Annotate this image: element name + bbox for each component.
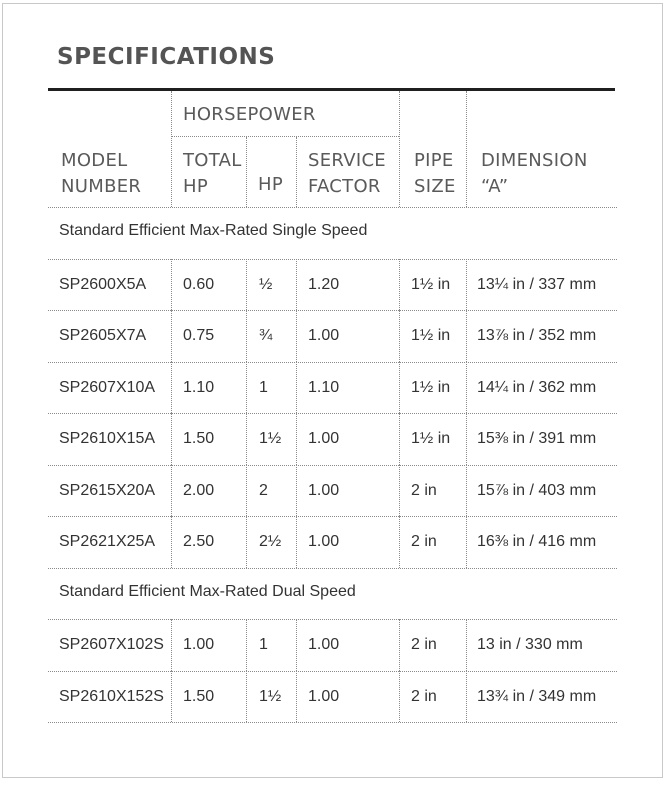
cell-model: SP2621X25A <box>59 533 156 550</box>
row-divider <box>48 516 617 517</box>
cell-model: SP2615X20A <box>59 481 156 499</box>
cell-dimension: 15⅞ in / 403 mm <box>477 481 597 499</box>
column-divider <box>246 310 247 362</box>
header-hp: HP <box>258 174 283 195</box>
column-divider <box>466 465 467 517</box>
section-title: Standard Efficient Max-Rated Dual Speed <box>59 582 356 600</box>
column-divider <box>246 619 247 671</box>
cell-total-hp: 0.60 <box>183 275 215 293</box>
column-divider <box>246 671 247 723</box>
column-divider <box>466 310 467 362</box>
header-model-number-text: MODEL NUMBER <box>61 150 142 197</box>
header-rule <box>48 88 615 91</box>
cell-pipe-size: 2 in <box>411 687 437 705</box>
header-dimension-text: DIMENSION “A” <box>481 150 588 197</box>
column-divider <box>399 516 400 568</box>
header-dimension <box>481 148 601 200</box>
column-divider <box>296 465 297 517</box>
column-divider <box>466 671 467 723</box>
cell-model: SP2610X15A <box>59 430 156 447</box>
header-pipe-size-text: PIPE SIZE <box>414 150 456 197</box>
cell-total-hp: 1.10 <box>183 378 215 396</box>
column-divider <box>246 465 247 517</box>
column-divider <box>296 413 297 465</box>
cell-service-factor: 1.00 <box>308 533 340 550</box>
column-divider <box>466 619 467 671</box>
cell-total-hp: 1.50 <box>183 687 215 705</box>
column-divider <box>171 259 172 311</box>
cell-service-factor: 1.20 <box>308 275 340 293</box>
cell-dimension: 13⅞ in / 352 mm <box>477 327 597 344</box>
column-divider <box>296 310 297 362</box>
cell-hp: 1½ <box>259 687 282 705</box>
column-divider <box>246 362 247 414</box>
cell-total-hp: 2.00 <box>183 481 215 499</box>
cell-dimension: 13¼ in / 337 mm <box>477 275 597 293</box>
header-service-factor-text: SERVICE FACTOR <box>308 150 386 197</box>
cell-dimension: 13 in / 330 mm <box>477 636 583 653</box>
header-divider <box>399 91 400 207</box>
page-title: SPECIFICATIONS <box>57 44 276 70</box>
section-title: Standard Efficient Max-Rated Single Speed <box>59 222 368 239</box>
cell-pipe-size: 2 in <box>411 636 437 653</box>
column-divider <box>171 362 172 414</box>
column-divider <box>466 413 467 465</box>
column-divider <box>296 671 297 723</box>
header-service-factor <box>308 148 398 200</box>
cell-service-factor: 1.10 <box>308 378 340 396</box>
row-divider <box>48 413 617 414</box>
cell-service-factor: 1.00 <box>308 687 340 705</box>
header-divider <box>466 91 467 207</box>
cell-hp: ¾ <box>259 327 273 344</box>
cell-model: SP2605X7A <box>59 327 147 344</box>
cell-hp: 1½ <box>259 430 282 447</box>
column-divider <box>399 671 400 723</box>
column-divider <box>296 259 297 311</box>
row-divider <box>48 362 617 363</box>
cell-dimension: 15⅜ in / 391 mm <box>477 430 597 447</box>
row-divider <box>48 310 617 311</box>
column-divider <box>399 465 400 517</box>
column-divider <box>466 516 467 568</box>
horsepower-underline <box>171 136 399 137</box>
cell-service-factor: 1.00 <box>308 481 340 499</box>
column-divider <box>399 619 400 671</box>
column-divider <box>171 413 172 465</box>
header-total-hp-text: TOTAL HP <box>183 150 242 197</box>
cell-dimension: 16⅜ in / 416 mm <box>477 533 597 550</box>
column-divider <box>296 516 297 568</box>
cell-pipe-size: 1½ in <box>411 275 451 293</box>
column-divider <box>171 516 172 568</box>
cell-total-hp: 2.50 <box>183 533 215 550</box>
column-divider <box>399 310 400 362</box>
cell-model: SP2607X10A <box>59 378 156 396</box>
column-divider <box>399 413 400 465</box>
header-divider <box>246 137 247 207</box>
column-divider <box>171 465 172 517</box>
column-divider <box>246 516 247 568</box>
cell-pipe-size: 1½ in <box>411 378 451 396</box>
header-divider <box>296 137 297 207</box>
cell-dimension: 14¼ in / 362 mm <box>477 378 597 396</box>
column-divider <box>296 619 297 671</box>
cell-service-factor: 1.00 <box>308 636 340 653</box>
row-divider <box>48 722 617 723</box>
cell-hp: 2 <box>259 481 268 499</box>
column-divider <box>296 362 297 414</box>
cell-hp: 1 <box>259 378 268 396</box>
row-divider <box>48 207 617 208</box>
header-pipe-size <box>414 148 462 200</box>
cell-pipe-size: 1½ in <box>411 430 451 447</box>
cell-total-hp: 1.50 <box>183 430 215 447</box>
cell-pipe-size: 1½ in <box>411 327 451 344</box>
column-divider <box>246 413 247 465</box>
cell-hp: 2½ <box>259 533 282 550</box>
column-divider <box>466 259 467 311</box>
row-divider <box>48 568 617 569</box>
header-horsepower: HORSEPOWER <box>183 104 316 125</box>
column-divider <box>171 619 172 671</box>
cell-total-hp: 1.00 <box>183 636 215 653</box>
cell-model: SP2610X152S <box>59 687 164 705</box>
column-divider <box>246 259 247 311</box>
column-divider <box>171 671 172 723</box>
header-total-hp <box>183 148 245 200</box>
header-divider <box>171 91 172 207</box>
column-divider <box>399 259 400 311</box>
cell-dimension: 13¾ in / 349 mm <box>477 687 597 705</box>
row-divider <box>48 619 617 620</box>
cell-model: SP2600X5A <box>59 275 147 293</box>
header-model-number <box>61 148 161 200</box>
cell-hp: ½ <box>259 275 273 293</box>
cell-hp: 1 <box>259 636 268 653</box>
cell-total-hp: 0.75 <box>183 327 215 344</box>
cell-model: SP2607X102S <box>59 636 164 653</box>
cell-service-factor: 1.00 <box>308 430 340 447</box>
column-divider <box>466 362 467 414</box>
cell-pipe-size: 2 in <box>411 533 437 550</box>
cell-pipe-size: 2 in <box>411 481 437 499</box>
row-divider <box>48 259 617 260</box>
cell-service-factor: 1.00 <box>308 327 340 344</box>
row-divider <box>48 671 617 672</box>
row-divider <box>48 465 617 466</box>
column-divider <box>399 362 400 414</box>
column-divider <box>171 310 172 362</box>
